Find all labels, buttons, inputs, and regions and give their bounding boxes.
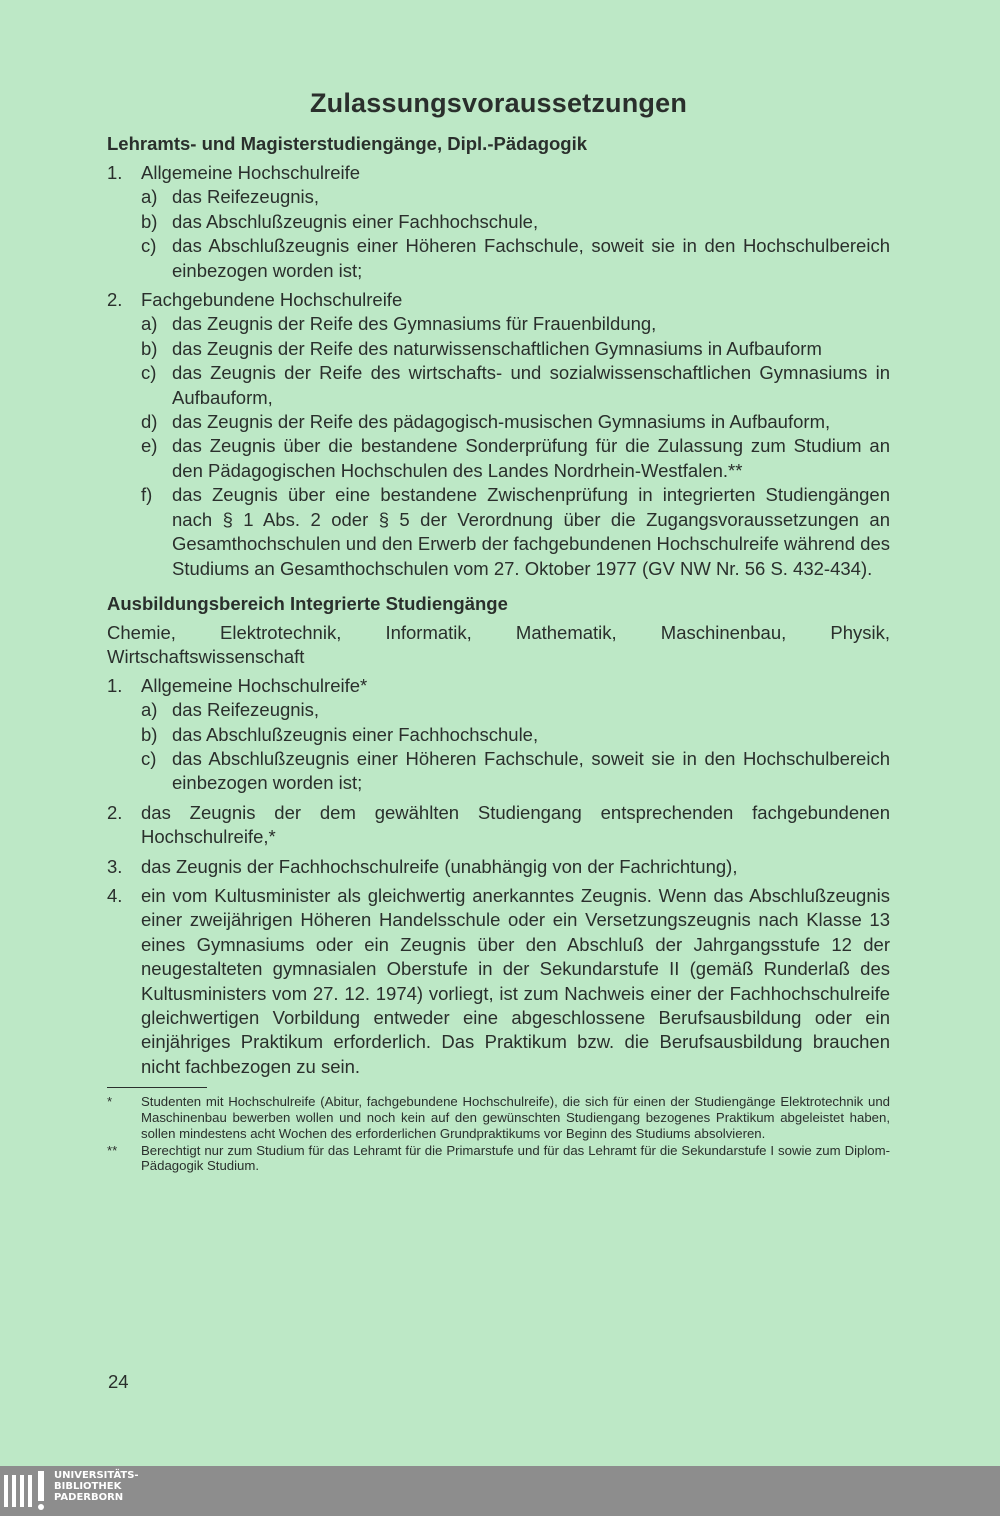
sub-list <box>141 698 890 796</box>
item-number: 4. <box>107 884 123 906</box>
sub-letter: d) <box>141 411 158 433</box>
sub-item <box>141 361 890 410</box>
sub-text: das Reifezeugnis, <box>172 699 320 721</box>
sub-letter: b) <box>141 337 158 359</box>
list-item <box>107 674 890 796</box>
sub-text: das Abschlußzeugnis einer Fachhochschule, <box>172 210 539 232</box>
sub-letter: b) <box>141 210 158 232</box>
item-text: Fachgebundene Hochschulreife <box>141 289 403 311</box>
sub-item <box>141 185 890 209</box>
sub-item <box>141 723 890 747</box>
library-footer-bar <box>0 1466 1000 1516</box>
sub-letter: a) <box>141 313 158 335</box>
sub-letter: e) <box>141 435 158 457</box>
footnote-text: Berechtigt nur zum Studium für das Lehramt für die Primarstufe und für das Lehramt für die Sekundarstufe I sowie zum Diplom-Pädagogik Studium. <box>141 1142 890 1174</box>
sub-list <box>141 185 890 283</box>
sub-item <box>141 698 890 722</box>
section-integrierte-studiengaenge <box>107 593 890 1079</box>
section-intro: Chemie, Elektrotechnik, Informatik, Mathematik, Maschinenbau, Physik, Wirtschaftswissenschaft <box>107 621 890 668</box>
sub-item <box>141 434 890 483</box>
footnotes <box>107 1094 890 1174</box>
item-text: Allgemeine Hochschulreife <box>141 162 361 183</box>
sub-text: das Zeugnis über eine bestandene Zwischenprüfung in integrierten Studiengängen nach § 1 Abs. 2 oder § 5 der Verordnung über die Zugangsvoraussetzungen an Gesamthochschulen und den Erwerb der fachgebundenen Hochschulreife während des Studiums an Gesamthochschulen vom 27. Oktober 1977 (GV NW Nr. 56 S. 432-434). <box>172 484 890 579</box>
footnote-mark: ** <box>107 1142 118 1158</box>
footnote-text: Studenten mit Hochschulreife (Abitur, fachgebundene Hochschulreife), die sich für einen der Studiengänge Elektrotechnik und Maschinenbau bewerben wollen und noch kein auf den gewünschten Studiengang bezogenes Praktikum abgeleistet haben, sollen mindestens acht Wochen des erforderlichen Grundpraktikums vor Beginn des Studiums absolvieren. <box>141 1094 890 1141</box>
library-name <box>54 1470 139 1503</box>
item-number: 3. <box>107 855 123 877</box>
footnote <box>107 1094 890 1141</box>
list-item <box>107 884 890 1079</box>
sub-letter: a) <box>141 699 158 721</box>
item-number: 1. <box>107 674 123 696</box>
library-line: UNIVERSITÄTS- <box>54 1470 139 1481</box>
sub-item <box>141 210 890 234</box>
footnote-divider <box>107 1087 207 1088</box>
sub-list <box>141 312 890 580</box>
sub-item <box>141 483 890 581</box>
list-item <box>107 855 890 879</box>
sub-text: das Abschlußzeugnis einer Höheren Fachschule, soweit sie in den Hochschulbereich einbezogen worden ist; <box>172 747 890 794</box>
footnote <box>107 1143 890 1175</box>
item-number: 2. <box>107 289 123 311</box>
list-item <box>107 288 890 581</box>
item-text: ein vom Kultusminister als gleichwertig anerkanntes Zeugnis. Wenn das Abschlußzeugnis einer zweijährigen Höheren Handelsschule oder ein Versetzungszeugnis nach Klasse 13 eines Gymnasiums oder ein Zeugnis über den Abschluß der Jahrgangsstufe 12 der neugestalteten gymnasialen Oberstufe in der Sekundarstufe II (gemäß Runderlaß des Kultusministers vom 27. 12. 1974) vorliegt, ist zum Nachweis einer der Fachhochschulreife gleichwertigen Vorbildung entweder eine abgeschlossene Berufsausbildung oder ein einjähriges Praktikum erforderlich. Das Praktikum bzw. die Berufsausbildung brauchen nicht fachbezogen zu sein. <box>141 884 890 1077</box>
library-line: BIBLIOTHEK <box>54 1481 122 1492</box>
sub-text: das Zeugnis über die bestandene Sonderprüfung für die Zulassung zum Studium an den Pädagogischen Hochschulen des Landes Nordrhein-Westfalen.** <box>172 435 890 481</box>
section-lehramt <box>107 133 890 581</box>
item-number: 1. <box>107 162 123 183</box>
sub-text: das Abschlußzeugnis einer Fachhochschule, <box>172 723 539 745</box>
footnote-mark: * <box>107 1094 113 1110</box>
requirements-list <box>107 161 890 581</box>
sub-letter: a) <box>141 186 158 208</box>
library-logo-icon <box>4 1471 48 1511</box>
sub-item <box>141 747 890 796</box>
page-number: 24 <box>108 1371 129 1392</box>
page-title: Zulassungsvoraussetzungen <box>309 88 688 118</box>
sub-text: das Zeugnis der Reife des naturwissenschaftlichen Gymnasiums in Aufbauform <box>172 337 822 359</box>
list-item <box>107 161 890 283</box>
sub-text: das Abschlußzeugnis einer Höheren Fachschule, soweit sie in den Hochschulbereich einbezogen worden ist; <box>172 235 890 281</box>
sub-text: das Reifezeugnis, <box>172 186 320 208</box>
requirements-list <box>107 674 890 1080</box>
sub-letter: c) <box>141 235 157 257</box>
library-line: PADERBORN <box>54 1492 124 1503</box>
item-text: Allgemeine Hochschulreife* <box>141 674 368 696</box>
list-item <box>107 801 890 850</box>
item-text: das Zeugnis der dem gewählten Studiengang entsprechenden fachgebundenen Hochschulreife,* <box>141 801 890 848</box>
sub-item <box>141 410 890 434</box>
item-text: das Zeugnis der Fachhochschulreife (unabhängig von der Fachrichtung), <box>141 855 738 877</box>
page-content <box>107 88 890 1175</box>
sub-item <box>141 337 890 361</box>
sub-letter: f) <box>141 484 153 506</box>
sub-letter: b) <box>141 723 158 745</box>
sub-text: das Zeugnis der Reife des wirtschafts- und sozialwissenschaftlichen Gymnasiums in Aufbauform, <box>172 362 890 408</box>
sub-letter: c) <box>141 747 157 769</box>
sub-item <box>141 234 890 283</box>
sub-text: das Zeugnis der Reife des Gymnasiums für Frauenbildung, <box>172 313 657 335</box>
sub-text: das Zeugnis der Reife des pädagogisch-musischen Gymnasiums in Aufbauform, <box>172 411 831 433</box>
section-heading-lehramt: Lehramts- und Magisterstudiengänge, Dipl.-Pädagogik <box>107 133 588 154</box>
sub-letter: c) <box>141 362 157 384</box>
sub-item <box>141 312 890 336</box>
section-heading-integrierte: Ausbildungsbereich Integrierte Studiengänge <box>107 592 508 614</box>
item-number: 2. <box>107 801 123 823</box>
